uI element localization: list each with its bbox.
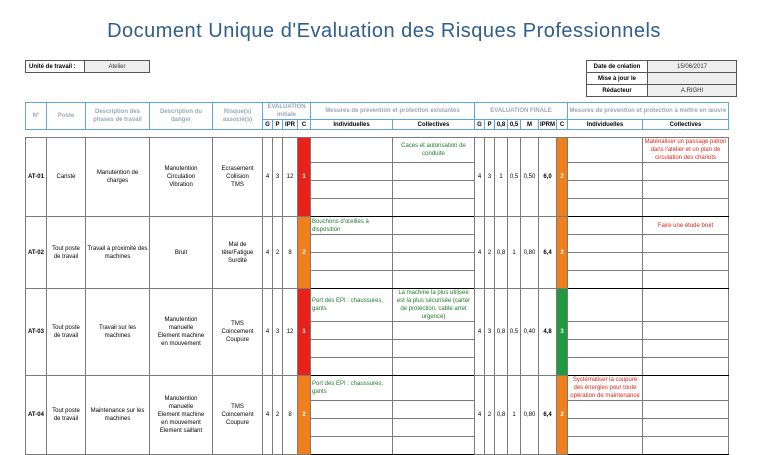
row-todo-col: Faire une étude bruit (643, 217, 729, 235)
row-phase: Travail sur les machines (86, 289, 150, 376)
header-mesures-a-mettre: Mesures de prévention et protection à mettre en œuvre (568, 103, 729, 120)
row-todo-ind (568, 289, 643, 322)
row-iprm: 4,8 (539, 289, 557, 376)
row-existing-col-blank (393, 181, 475, 199)
row-risque: Mal de tête/Fatigue Surdité (213, 217, 263, 289)
row-iprm: 6,4 (539, 217, 557, 289)
header-risques: Risque(s) associé(s) (213, 103, 263, 130)
row-poste: Tout poste de travail (47, 217, 86, 289)
header-final-05: 0,5 (508, 120, 521, 130)
row-existing-ind (311, 138, 393, 163)
row-phase: Manutention de charges (86, 138, 150, 217)
header-final-g: G (475, 120, 485, 130)
row-todo-ind-blank (568, 235, 643, 253)
row-existing-ind: Port des EPI : chaussures, gants (311, 376, 393, 401)
row-existing-ind-blank (311, 199, 393, 217)
header-eval-finale: EVALUATION FINALE (475, 103, 568, 120)
info-box (586, 60, 737, 97)
table-row (26, 376, 729, 401)
row-existing-col-blank (393, 235, 475, 253)
row-f08: 0,8 (495, 289, 508, 376)
row-existing-col-blank (393, 199, 475, 217)
redacteur-value: A.RIGHI (648, 85, 737, 97)
row-ref: AT-03 (26, 289, 47, 376)
mise-a-jour-value (648, 73, 737, 85)
row-f08: 0,8 (495, 376, 508, 455)
row-ipr: 12 (283, 289, 298, 376)
row-phase: Travail à proximité des machines (86, 217, 150, 289)
row-fc: 2 (557, 376, 568, 455)
row-todo-col: Matérialiser un passage piéton dans l'atelier et un plan de circulation des chariots (643, 138, 729, 163)
row-todo-col-blank (643, 271, 729, 289)
row-fp: 3 (485, 289, 495, 376)
row-g: 4 (263, 138, 273, 217)
row-c: 2 (298, 217, 311, 289)
header-existing-ind: Individuelles (311, 120, 393, 130)
row-m: 0,80 (521, 376, 539, 455)
row-fc: 2 (557, 138, 568, 217)
date-creation-value: 15/06/2017 (648, 61, 737, 73)
row-todo-col-blank (643, 437, 729, 455)
row-todo-ind-blank (568, 181, 643, 199)
row-todo-ind-blank (568, 437, 643, 455)
row-f05: 1 (508, 217, 521, 289)
row-existing-col-blank (393, 271, 475, 289)
row-existing-col: La machine la plus utilisée est la plus sécurisée (carter de protection, cable arret urgence) (393, 289, 475, 322)
header-final-08: 0,8 (495, 120, 508, 130)
row-fg: 4 (475, 217, 485, 289)
row-todo-ind-blank (568, 199, 643, 217)
row-ipr: 12 (283, 138, 298, 217)
row-todo-col-blank (643, 358, 729, 376)
risk-table (25, 102, 729, 455)
row-todo-col (643, 376, 729, 401)
row-existing-col-blank (393, 419, 475, 437)
table-row (26, 289, 729, 322)
row-f08: 0,8 (495, 217, 508, 289)
header-final-iprm: IPRM (540, 121, 555, 128)
header-init-p: P (273, 120, 283, 130)
row-ref: AT-02 (26, 217, 47, 289)
row-danger: Manutention manuelle Element machine en mouvement Element saillant (150, 376, 213, 455)
row-existing-col-blank (393, 163, 475, 181)
row-poste: Cariste (47, 138, 86, 217)
row-iprm: 6,4 (539, 376, 557, 455)
row-f05: 0,5 (508, 138, 521, 217)
row-iprm: 6,0 (539, 138, 557, 217)
redacteur-label: Rédacteur (587, 85, 648, 97)
row-existing-ind-blank (311, 163, 393, 181)
row-existing-col: Caces et autorisation de conduite (393, 138, 475, 163)
row-ref: AT-04 (26, 376, 47, 455)
date-creation-label: Date de création (587, 61, 648, 73)
row-m: 0,50 (521, 138, 539, 217)
row-existing-col-blank (393, 401, 475, 419)
row-danger: Bruit (150, 217, 213, 289)
table-row (26, 138, 729, 163)
row-todo-ind-blank (568, 340, 643, 358)
row-todo-col-blank (643, 340, 729, 358)
row-ipr: 8 (283, 376, 298, 455)
row-fg: 4 (475, 289, 485, 376)
table-row (26, 217, 729, 235)
row-todo-ind (568, 217, 643, 235)
row-existing-col-blank (393, 437, 475, 455)
page-title: Document Unique d'Evaluation des Risques Professionnels (107, 20, 661, 42)
row-danger: Manutention Circulation Vibration (150, 138, 213, 217)
header-init-g: G (263, 120, 273, 130)
row-existing-col-blank (393, 358, 475, 376)
row-existing-ind-blank (311, 401, 393, 419)
row-g: 4 (263, 217, 273, 289)
row-c: 1 (298, 289, 311, 376)
row-f05: 0,5 (508, 289, 521, 376)
row-existing-col-blank (393, 253, 475, 271)
row-existing-ind-blank (311, 271, 393, 289)
row-todo-col-blank (643, 322, 729, 340)
header-final-p: P (485, 120, 495, 130)
row-fp: 2 (485, 376, 495, 455)
row-m: 0,40 (521, 289, 539, 376)
row-existing-ind-blank (311, 419, 393, 437)
header-mesures-existantes: Mesures de prévention et protection existantes (311, 103, 475, 120)
row-g: 4 (263, 376, 273, 455)
row-fp: 2 (485, 217, 495, 289)
header-num: N° (26, 103, 47, 130)
row-todo-col-blank (643, 199, 729, 217)
unite-value: Atelier (85, 61, 150, 73)
row-fc: 2 (557, 217, 568, 289)
row-existing-ind-blank (311, 181, 393, 199)
header-final-c: C (557, 120, 568, 130)
row-existing-ind-blank (311, 253, 393, 271)
row-existing-ind-blank (311, 235, 393, 253)
row-existing-ind-blank (311, 340, 393, 358)
row-todo-ind-blank (568, 419, 643, 437)
row-ipr: 8 (283, 217, 298, 289)
row-todo-col-blank (643, 235, 729, 253)
header-existing-col: Collectives (393, 120, 475, 130)
row-m: 0,80 (521, 217, 539, 289)
row-fg: 4 (475, 376, 485, 455)
row-todo-ind (568, 138, 643, 163)
row-todo-ind-blank (568, 401, 643, 419)
row-existing-ind-blank (311, 358, 393, 376)
header-phases: Description des phases de travail (86, 103, 150, 130)
row-existing-col-blank (393, 340, 475, 358)
row-todo-col-blank (643, 163, 729, 181)
row-p: 3 (273, 289, 283, 376)
header-todo-col: Collectives (643, 120, 729, 130)
spacer-row (26, 130, 729, 138)
header-danger: Description du danger (150, 103, 213, 130)
header-init-ipr: IPR (283, 120, 298, 130)
row-todo-ind-blank (568, 358, 643, 376)
row-todo-ind-blank (568, 253, 643, 271)
row-existing-col (393, 217, 475, 235)
header-todo-ind: Individuelles (568, 120, 643, 130)
row-todo-ind-blank (568, 322, 643, 340)
row-todo-ind-blank (568, 163, 643, 181)
row-danger: Manutention manuelle Element machine en mouvement (150, 289, 213, 376)
row-risque: TMS Coincement Coupure (213, 376, 263, 455)
header-init-c: C (298, 120, 311, 130)
row-f05: 1 (508, 376, 521, 455)
row-todo-col (643, 289, 729, 322)
mise-a-jour-label: Mise à jour le (587, 73, 648, 85)
row-risque: Ecrasement Collision TMS (213, 138, 263, 217)
row-existing-ind-blank (311, 437, 393, 455)
row-todo-ind-blank (568, 271, 643, 289)
unite-box (25, 60, 150, 73)
row-poste: Tout poste de travail (47, 376, 86, 455)
row-p: 2 (273, 376, 283, 455)
row-existing-ind: Port des EPI : chaussures, gants (311, 289, 393, 322)
row-todo-col-blank (643, 419, 729, 437)
row-existing-ind: Bouchons d'oreilles à disposition (311, 217, 393, 235)
row-c: 2 (298, 376, 311, 455)
header-poste: Poste (47, 103, 86, 130)
row-fp: 3 (485, 138, 495, 217)
row-p: 2 (273, 217, 283, 289)
row-existing-ind-blank (311, 322, 393, 340)
row-todo-col-blank (643, 253, 729, 271)
header-final-m: M (521, 120, 539, 130)
row-risque: TMS Coincement Coupure (213, 289, 263, 376)
row-todo-col-blank (643, 401, 729, 419)
row-ref: AT-01 (26, 138, 47, 217)
row-c: 1 (298, 138, 311, 217)
row-g: 4 (263, 289, 273, 376)
row-f08: 1 (495, 138, 508, 217)
row-phase: Maintenance sur les machines (86, 376, 150, 455)
row-existing-col-blank (393, 322, 475, 340)
row-existing-col (393, 376, 475, 401)
row-todo-ind: Systématiser la coupure des énergies pour toute opération de maintenance (568, 376, 643, 401)
row-p: 3 (273, 138, 283, 217)
unite-label: Unité de travail : (26, 61, 85, 73)
header-eval-initiale: EVALUATION initiale (263, 103, 311, 120)
row-fc: 3 (557, 289, 568, 376)
row-fg: 4 (475, 138, 485, 217)
row-todo-col-blank (643, 181, 729, 199)
row-poste: Tout poste de travail (47, 289, 86, 376)
